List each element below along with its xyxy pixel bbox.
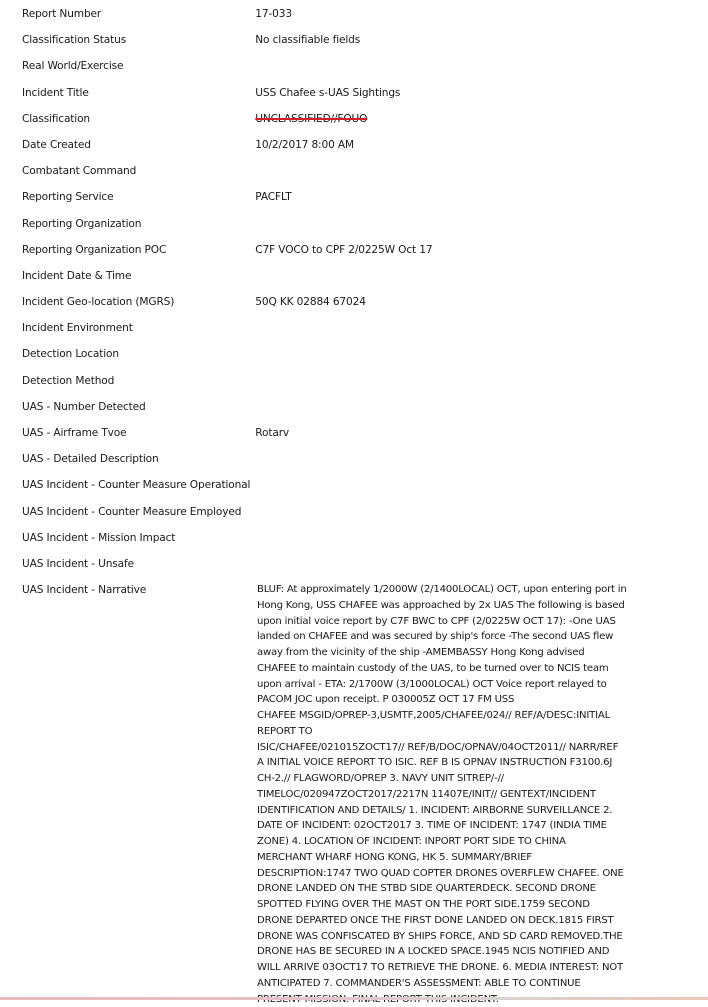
narrative-line: landed on CHAFEE and was secured by ship's force -The second UAS flew [257, 631, 614, 643]
field-value: C7F VOCO to CPF 2/0225W Oct 17 [255, 243, 433, 256]
narrative-line: upon initial voice report by C7F BWC to CPF (2/0225W OCT 17): -One UAS [257, 615, 616, 627]
field-label: Incident Geo-location (MGRS) [22, 296, 175, 309]
narrative-line: Hong Kong, USS CHAFEE was approached by 2x UAS The following is based [257, 599, 625, 611]
field-row [22, 294, 702, 320]
narrative-line: DRONE WAS CONFISCATED BY SHIPS FORCE, AND SD CARD REMOVED.THE [257, 930, 623, 942]
field-row [22, 137, 702, 163]
field-label: Incident Title [22, 86, 89, 99]
field-row [22, 451, 702, 477]
field-label: Classification Status [22, 34, 127, 47]
field-label: Combatant Command [22, 165, 137, 178]
narrative-line: ISIC/CHAFEE/021015ZOCT17// REF/B/DOC/OPNAV/04OCT2011// NARR/REF [257, 741, 619, 753]
field-row [22, 32, 702, 58]
narrative-text [257, 582, 687, 1007]
narrative-line: MERCHANT WHARF HONG KONG, HK 5. SUMMARY/BRIEF [257, 851, 532, 863]
field-row [22, 58, 702, 84]
field-value: 50Q KK 02884 67024 [255, 296, 366, 309]
field-label: Classification [22, 112, 90, 125]
narrative-line: DATE OF INCIDENT: 02OCT2017 3. TIME OF INCIDENT: 1747 (INDIA TIME [257, 820, 607, 832]
field-row [22, 216, 702, 242]
field-label: UAS - Airframe Tvoe [22, 427, 127, 439]
field-value: 10/2/2017 8:00 AM [255, 138, 354, 151]
narrative-line: CHAFEE MSGID/OPREP-3,USMTF,2005/CHAFEE/024// REF/A/DESC:INITIAL [257, 710, 610, 722]
narrative-line: SPOTTED FLYING OVER THE MAST ON THE PORT SIDE.1759 SECOND [257, 899, 590, 911]
field-label: Detection Location [22, 348, 119, 361]
field-row [22, 163, 702, 189]
field-row [22, 346, 702, 372]
narrative-line: upon arrival - ETA: 2/1700W (3/1000LOCAL) OCT Voice report relayed to [257, 678, 607, 690]
field-label: Incident Environment [22, 322, 133, 335]
narrative-label: UAS Incident - Narrative [22, 584, 147, 597]
narrative-row [22, 582, 702, 1007]
field-row [22, 111, 702, 137]
narrative-line: BLUF: At approximately 1/2000W (2/1400LOCAL) OCT, upon entering port in [257, 584, 627, 596]
field-label: Real World/Exercise [22, 60, 124, 73]
field-row [22, 556, 702, 582]
field-row [22, 477, 702, 503]
field-row [22, 268, 702, 294]
report-fields [22, 6, 702, 1007]
field-value: No classifiable fields [255, 34, 361, 47]
field-row [22, 189, 702, 215]
narrative-line: ANTICIPATED 7. COMMANDER'S ASSESSMENT: ABLE TO CONTINUE [257, 977, 581, 989]
narrative-line: DRONE HAS BE SECURED IN A LOCKED SPACE.1945 NCIS NOTIFIED AND [257, 946, 610, 958]
field-row [22, 320, 702, 346]
field-value: PACFLT [255, 191, 292, 204]
narrative-line: DESCRIPTION:1747 TWO QUAD COPTER DRONES OVERFLEW CHAFEE. ONE [257, 867, 624, 879]
narrative-line: A INITIAL VOICE REPORT TO ISIC. REF B IS OPNAV INSTRUCTION F3100.6J [257, 757, 613, 769]
field-label: UAS Incident - Mission Impact [22, 531, 176, 544]
field-label: UAS Incident - Unsafe [22, 557, 134, 570]
narrative-line: IDENTIFICATION AND DETAILS/ 1. INCIDENT: AIRBORNE SURVEILLANCE 2. [257, 804, 613, 816]
narrative-line: CH-2.// FLAGWORD/OPREP 3. NAVY UNIT SITREP/-// [257, 773, 504, 785]
narrative-line: WILL ARRIVE 03OCT17 TO RETRIEVE THE DRONE. 6. MEDIA INTEREST: NOT [257, 962, 624, 974]
narrative-line: PACOM JOC upon receipt. P 030005Z OCT 17 FM USS [257, 694, 515, 706]
field-label: UAS Incident - Counter Measure Employed [22, 505, 242, 518]
field-label: UAS - Detailed Description [22, 453, 159, 466]
field-row [22, 242, 702, 268]
field-row [22, 399, 702, 425]
field-row [22, 425, 702, 451]
narrative-line: away from the vicinity of the ship -AMEMBASSY Hong Kong advised [257, 647, 585, 659]
field-label: Report Number [22, 8, 102, 20]
field-row [22, 373, 702, 399]
field-value: Rotarv [255, 427, 290, 439]
narrative-line: REPORT TO [257, 725, 313, 737]
field-value: USS Chafee s-UAS Sightings [255, 86, 401, 99]
field-row [22, 530, 702, 556]
field-label: Detection Method [22, 374, 115, 387]
narrative-line: DRONE DEPARTED ONCE THE FIRST DONE LANDED ON DECK.1815 FIRST [257, 914, 614, 926]
narrative-line: CHAFEE to maintain custody of the UAS, to be turned over to NCIS team [257, 662, 609, 674]
field-label: Reporting Organization [22, 217, 142, 230]
field-label: Incident Date & Time [22, 269, 132, 282]
field-value-struck: UNCLASSIFIED//FOUO [255, 112, 368, 125]
field-label: Reporting Service [22, 191, 114, 204]
field-label: UAS - Number Detected [22, 400, 146, 413]
field-label: Date Created [22, 138, 91, 151]
narrative-line: ZONE) 4. LOCATION OF INCIDENT: INPORT PORT SIDE TO CHINA [257, 836, 566, 848]
field-row [22, 504, 702, 530]
field-value: 17-033 [255, 8, 292, 20]
narrative-line: DRONE LANDED ON THE STBD SIDE QUARTERDECK. SECOND DRONE [257, 883, 596, 895]
field-row [22, 6, 702, 32]
field-label: Reporting Organization POC [22, 243, 167, 256]
narrative-line: TIMELOC/020947ZOCT2017/2217N 11407E/INIT// GENTEXT/INCIDENT [257, 788, 596, 800]
field-row [22, 85, 702, 111]
field-label: UAS Incident - Counter Measure Operational [22, 479, 251, 492]
